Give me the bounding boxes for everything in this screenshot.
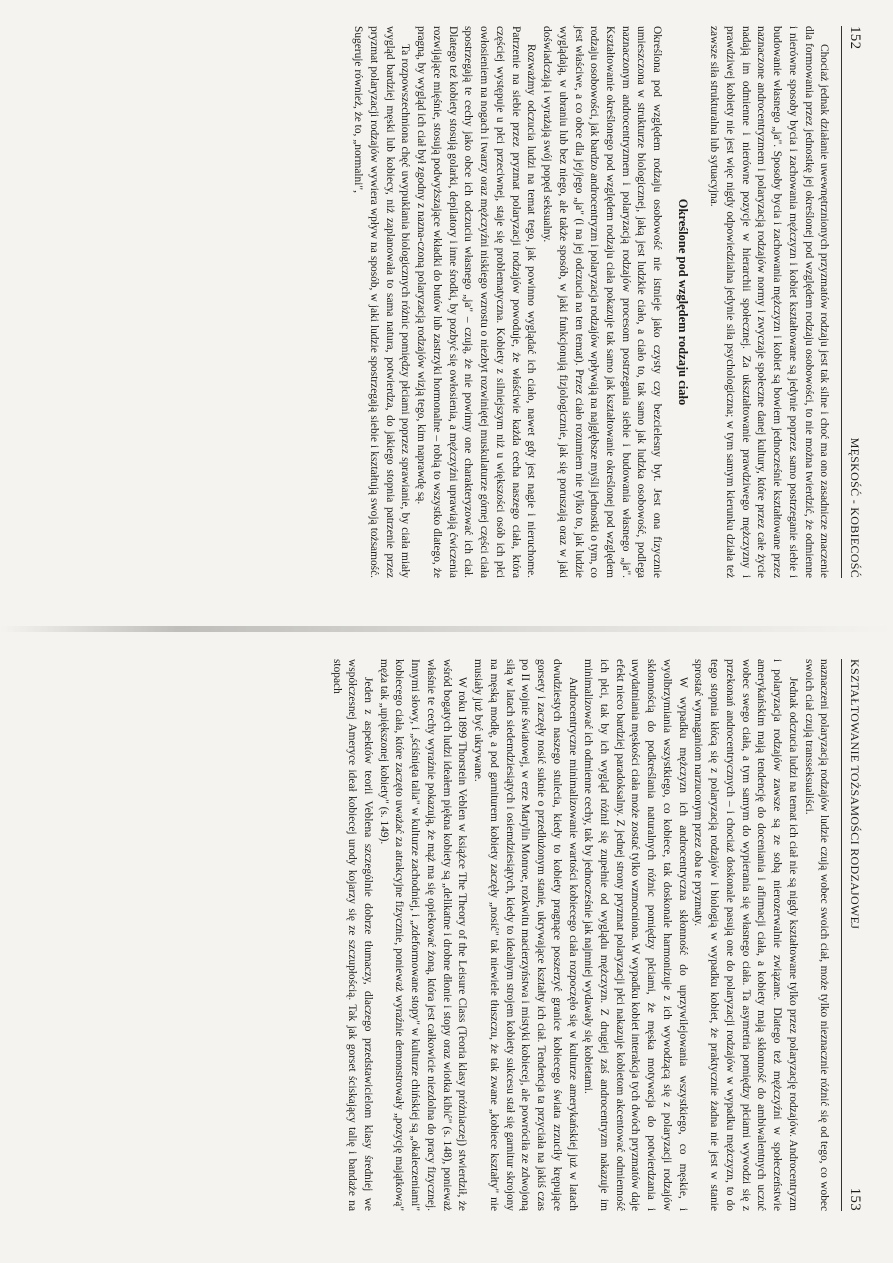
paragraph: Chociaż jednak działanie uwewnętrznionych przyzmatów rodzaju jest tak silne i choć ma ono zasadnicze znaczenie dla formowania przez jednostkę jej określonej pod względem rodzaju osobowości, to nie można twierdzić, że odmienne i nierówne sposoby bycia i zachowania mężczyzn i kobiet kształtowane są jedynie poprzez samo postrzeganie siebie i budowanie własnego „ja". Sposoby bycia i zachowania mężczyzn i kobiet są bowiem jednocześnie kształtowane przez naznaczone androcentryzmem i polaryzacją rodzajów normy i zwyczaje społeczne danej kultury, które przez całe życie nadają im odmienne i nierówne pozycje w hierarchii społecznej. Za ukształtowanie prawdziwego mężczyzny i prawdziwej kobiety nie jest więc nigdy odpowiedzialna jedynie siła psychologiczna; w tym samym kierunku działa też zawsze siła strukturalna lub sytuacyjna. [708,26,831,578]
paragraph: Określona pod względem rodzaju osobowość nie istnieje jako czysty czy bezcielesny byt. Jest ona fizycznie umieszczona w strukturze biologicznej, jaką jest ludzkie ciało, a ciało to, tak samo jak ludzka osobowość, podlega naznaczonym androcentryzmem i polaryzacją rodzajów procesom postrzegania siebie i budowania własnego „ja". Kształtowanie określonego pod względem rodzaju ciała pokazuje tak samo jak kształtowanie określonej pod względem rodzaju osobowości, jak bardzo androcentryzm i polaryzacja rodzajów wpływają na najgłębsze myśli jednostki o tym, co jest właściwe, a co obce dla jej/jego „ja" (i na jej odczucia na ten temat). Przez ciało rozumiem nie tylko to, jak ludzie wyglądają, w ubraniu lub bez niego, ale także sposób, w jaki funkcjonują fizjologicznie, jak się poruszają oraz w jaki doświadczają i wyrażają swój popęd seksualny. [541,26,664,578]
paragraph: Ta rozpowszechniona chęć uwypuklania biologicznych różnic pomiędzy płciami poprzez sprawianie, by ciała miały wygląd bardziej męski lub kobiecy, niż zaplanowała to sama natura, potwierdza, do jakiego stopnia patrzenie przez pryzmat polaryzacji rodzajów wywiera wpływ na sposób, w jaki ludzie spostrzegają siebie i kształtują swoją tożsamość. Sugeruje również, że to, „normalni", [352,26,412,578]
paragraph: Rozważmy odczucia ludzi na temat tego, jak powinno wyglądać ich ciało, nawet gdy jest nagie i nieruchome. Patrzenie na siebie przez pryzmat polaryzacji rodzajów powoduje, że właściwie każda cecha naszego ciała, która częściej występuje u płci przeciwnej, staje się problematyczna. Kobiety z silniejszym niż u większości osób ich płci owłosieniem na nogach i twarzy oraz mężczyźni niskiego wzrostu o niezbyt rozwiniętej muskulaturze górnej części ciała spostrzegają te cechy jako obce ich odczuciu własnego „ja" – czują, że nie powinny one charakteryzować ich ciał. Dlatego też kobiety stosują golarki, depilatory i inne środki, by pozbyć się owłosienia, a mężczyźni uprawiają ćwiczenia rozwijające mięśnie, stosują podwyższające wkładki do butów lub zastrzyki hormonalne – robią to wszystko dlatego, że pragną, by wygląd ich ciał był zgodny z nazna-czoną polaryzacją rodzajów wizją tego, kim naprawdę są. [415,26,538,578]
left-running-head [841,26,865,578]
section-heading: Określone pod względem rodzaju ciało [676,198,691,406]
paragraph: Androcentryczne minimalizowanie wartości kobiecego ciała rozpoczęło się w kulturze amerykańskiej już w latach dwudziestych naszego stulecia, kiedy to kobiety pragnące poszerzyć granice kobiecego świata zrzuciły krępujące gorsety i zaczęły nosić suknie o przedłużonym stanie, ukrywające kształty ich ciał. Tendencja ta przyciała na jakiś czas po II wojnie światowej, w erze Marylin Monroe, rozkwitu macierzyństwa i mistyki kobiecej, ale powróciła ze zdwojoną siłą w latach siedemdziesiątych i osiemdziesiątych, kiedy to idealnym strojem kobiety sukcesu stał się garnitur skrojony na męską modłę, a pod garniturem kobiety zaczęły „nosić" tak niewiele tłuszczu, że tak zwane „kobiece kształty" nie musiały już być ukrywane. [472,659,579,1211]
right-running-title: KSZTAŁTOWANIE TOŻSAMOŚCI RODZAJOWEJ [848,659,862,930]
paragraph: naznaczeni polaryzacją rodzajów ludzie czują wobec swoich ciał, może tylko nieznacznie różnić się od tego, co wobec swoich ciał czują transseksualiści. [802,659,831,1211]
left-page [35,22,865,582]
paragraph: Jeden z aspektów teorii Veblena szczególnie dobrze tłumaczy, dlaczego przedstawicielom klasy średniej we współczesnej Ameryce ideał kobiecej urody kojarzy się ze szczupłością. Tak jak gorset ściskający talię i bandaże na stopach [330,659,375,1211]
page-gutter [0,626,893,632]
paragraph: Jednak odczucia ludzi na temat ich ciał nie są nigdy kształtowane tylko przez polaryzację rodzajów. Androcentryzm i polaryzacja rodzajów zawsze są ze sobą nierozerwalnie związane. Dlatego też mężczyźni w społeczeństwie amerykańskim mają tendencję do doceniania i afirmacji ciała, a kobiety mają skłonność do ambiwalentnych uczuć wobec swego ciała, a tym samym do wypierania się własnego ciała. Ta asymetria pomiędzy płciami wywodzi się z przekonań androcentrycznych – i chociaż doskonale pasują one do polaryzacji rodzajów w wypadku mężczyzn, to do tego stopnia kłócą się z polaryzacją rodzajów i biologią w wypadku kobiet, że praktycznie żadna nie jest w stanie sprostać wymaganiom narzuconym przez oba te pryzmaty. [692,659,799,1211]
paragraph: W wypadku mężczyzn ich androcentryczna skłonność do uprzywilejowania wszystkiego, co męskie, i wyolbrzymiania wszystkiego, co kobiece, tak doskonale harmonizuje z ich wywodzącą się z polaryzacji rodzajów skłonnością do podkreślania naturalnych różnic pomiędzy płciami, że męska motywacja do potwierdzania i uwydatniania męskości ciała może zostać tylko wzmocniona. W wypadku kobiet interakcja tych dwóch pryzmatów daje efekt nieco bardziej paradoksalny. Z jednej strony pryzmat polaryzacji płci nakazuje kobietom akcentować odmienność ich płci, tak by ich wygląd różnił się zupełnie od wyglądu mężczyzn. Z drugiej zaś androcentryzm nakazuje im minimalizować ich odmienne cechy, tak by jednocześnie jak najmniej wydawały się kobietami. [582,659,689,1211]
right-page-number: 153 [847,1187,863,1211]
left-page-number: 152 [847,26,863,50]
right-page [35,655,865,1215]
right-running-head [841,659,865,1211]
left-running-title: MĘSKOŚĆ - KOBIECOŚĆ [848,437,862,578]
paragraph: W roku 1899 Thorstein Veblen w książce The Theory of the Leisure Class (Teoria klasy próżniaczej) stwierdził, że wśród bogatych ludzi ideałem piękna kobiety są „delikatne i drobne dłonie i stopy oraz wiotka kibić" (s. 148), ponieważ właśnie te cechy wyraźnie pokazują, że mąż ma się opiekować żoną, która jest całkowicie niezdolna do pracy fizycznej. Innymi słowy, i „ściśnięta talia" w kulturze zachodniej, i „zdeformowane stopy" w kulturze chińskiej są „okaleczeniami" kobiecego ciała, które zaczęto uważać za atrakcyjne fizycznie, ponieważ wyraźnie demonstrowały „pozycję majątkową" męża tak „upiększonej kobiety" (s. 149). [377,659,469,1211]
